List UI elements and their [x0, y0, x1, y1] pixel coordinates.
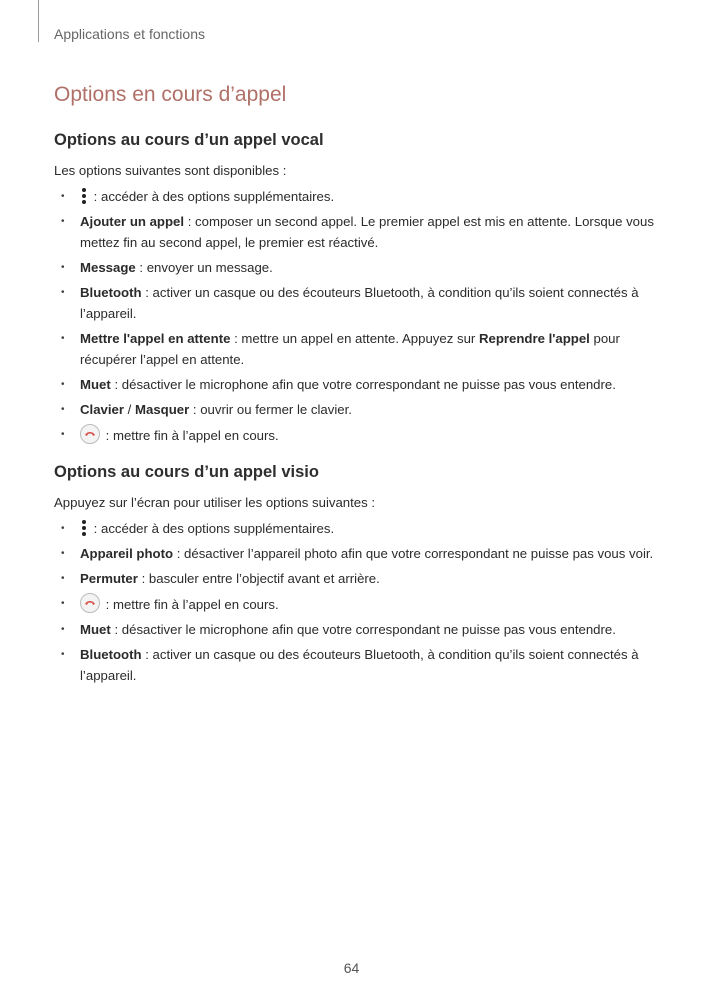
voice-call-intro: Les options suivantes sont disponibles : [54, 163, 287, 178]
bullet: • [61, 429, 65, 440]
bullet: • [61, 404, 65, 415]
option-label: Masquer [135, 402, 190, 417]
video-call-section [54, 463, 654, 690]
option-label: Reprendre l'appel [478, 331, 590, 346]
option-label: Muet [80, 377, 111, 392]
option-label: Bluetooth [80, 647, 142, 662]
list-item: • Mettre l'appel en attente : mettre un appel en attente. Appuyez sur Reprendre l'appel pour récupérer l’appel en attente. [54, 328, 654, 370]
option-label: Ajouter un appel [80, 214, 185, 229]
bullet: • [61, 379, 65, 390]
end-call-icon [80, 593, 100, 613]
bullet: • [61, 216, 65, 227]
bullet: • [61, 523, 65, 534]
option-label: Mettre l'appel en attente [80, 331, 231, 346]
list-item: • Ajouter un appel : composer un second appel. Le premier appel est mis en attente. Lorsque vous mettez fin au second appel, le premier est réactivé. [54, 211, 654, 253]
bullet: • [61, 287, 65, 298]
bullet: • [61, 191, 65, 202]
option-label: Permuter [80, 571, 138, 586]
list-item: • Bluetooth : activer un casque ou des écouteurs Bluetooth, à condition qu’ils soient connectés à l’appareil. [54, 644, 654, 686]
video-call-intro: Appuyez sur l’écran pour utiliser les options suivantes : [54, 495, 376, 510]
list-item: • : mettre fin à l’appel en cours. [54, 424, 654, 446]
bullet: • [61, 598, 65, 609]
list-item: • Muet : désactiver le microphone afin que votre correspondant ne puisse pas vous entendre. [54, 619, 654, 640]
list-item: • Message : envoyer un message. [54, 257, 654, 278]
bullet: • [61, 624, 65, 635]
list-item: • Bluetooth : activer un casque ou des écouteurs Bluetooth, à condition qu’ils soient connectés à l’appareil. [54, 282, 654, 324]
voice-call-heading: Options au cours d’un appel vocal [54, 131, 324, 149]
option-label: Muet [80, 622, 111, 637]
voice-options-list [54, 186, 654, 446]
more-options-icon [80, 520, 88, 536]
list-item: • : accéder à des options supplémentaires. [54, 518, 654, 539]
video-call-heading: Options au cours d’un appel visio [54, 463, 319, 481]
bullet: • [61, 548, 65, 559]
margin-rule [38, 0, 39, 42]
end-call-icon [80, 424, 100, 444]
option-label: Appareil photo [80, 546, 174, 561]
video-options-list [54, 518, 654, 686]
option-label: Message [80, 260, 136, 275]
page-title: Options en cours d’appel [54, 83, 287, 106]
more-options-icon [80, 188, 88, 204]
bullet: • [61, 333, 65, 344]
bullet: • [61, 573, 65, 584]
list-item: • : mettre fin à l’appel en cours. [54, 593, 654, 615]
list-item: • Muet : désactiver le microphone afin que votre correspondant ne puisse pas vous entendre. [54, 374, 654, 395]
list-item: • Permuter : basculer entre l’objectif avant et arrière. [54, 568, 654, 589]
option-label: Bluetooth [80, 285, 142, 300]
list-item: • Clavier / Masquer : ouvrir ou fermer le clavier. [54, 399, 654, 420]
bullet: • [61, 649, 65, 660]
page-number: 64 [343, 960, 360, 976]
option-label: Clavier [80, 402, 124, 417]
list-item: • : accéder à des options supplémentaires. [54, 186, 654, 207]
bullet: • [61, 262, 65, 273]
list-item: • Appareil photo : désactiver l’appareil photo afin que votre correspondant ne puisse pas vous voir. [54, 543, 654, 564]
running-head: Applications et fonctions [54, 26, 205, 42]
voice-call-section [54, 131, 654, 450]
